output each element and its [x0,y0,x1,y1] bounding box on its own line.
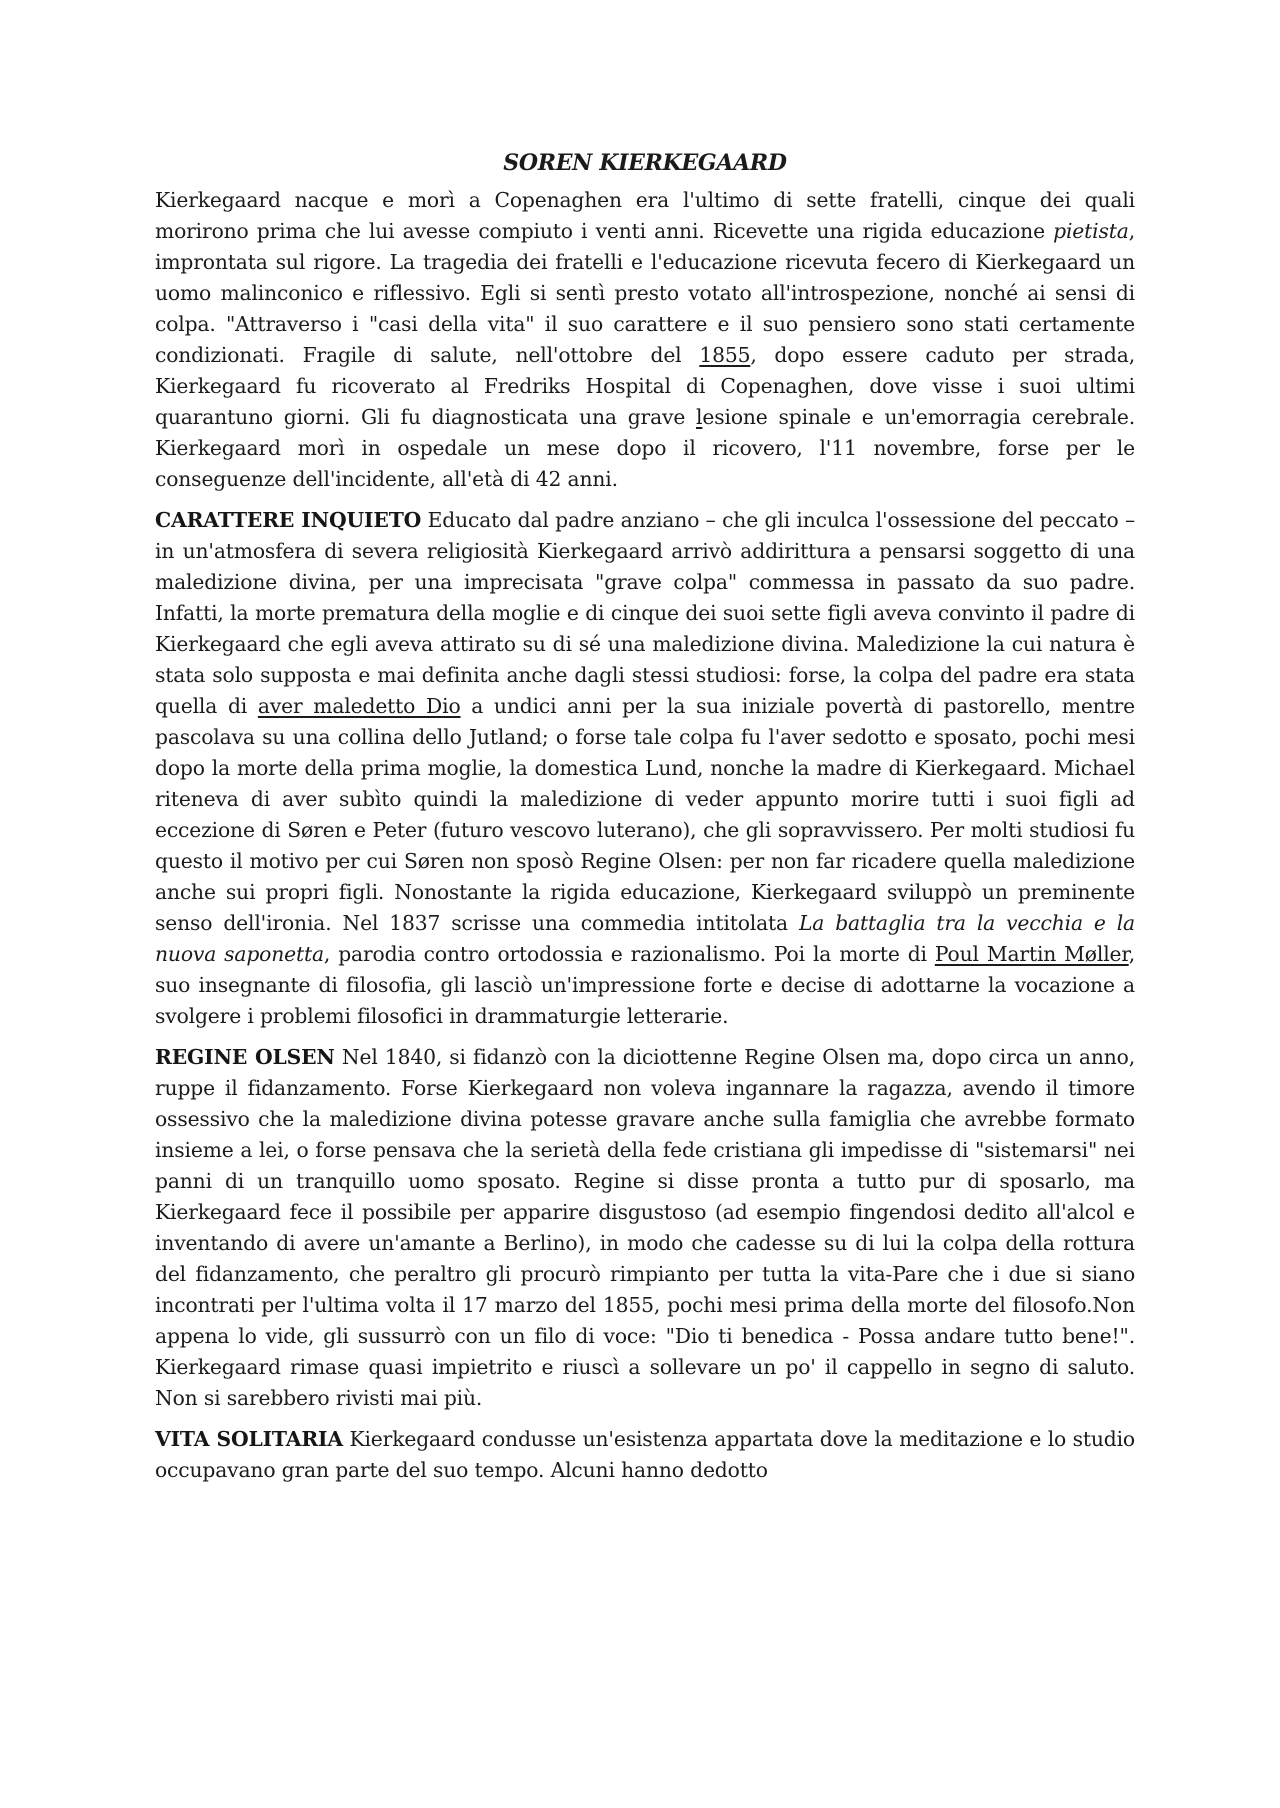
text-run: a undici anni per la sua iniziale povertà di pastorello, mentre pascolava su una collina dello Jutland; o forse tale colpa fu l'aver sedotto e sposato, pochi mesi dopo la morte della prima moglie, la domestica Lund, nonche la madre di Kierkegaard. Michael riteneva di aver subìto quindi la maledizione di veder appunto morire tutti i suoi figli ad eccezione di Søren e Peter (futuro vescovo luterano), che gli sopravvissero. Per molti studiosi fu questo il motivo per cui Søren non sposò Regine Olsen: per non far ricadere quella maledizione anche sui propri figli. Nonostante la rigida educazione, Kierkegaard sviluppò un preminente senso dell'ironia. Nel 1837 scrisse una commedia intitolata [155,694,1135,935]
text-run: , suo insegnante di filosofia, gli lasciò un'impressione forte e decise di adottarne la vocazione a svolgere i problemi filosofici in drammaturgie letterarie. [155,942,1135,1028]
link-1855[interactable]: 1855 [699,343,751,367]
text-run: , parodia contro ortodossia e razionalismo. Poi la morte di [323,942,935,966]
section-heading-carattere-inquieto: CARATTERE INQUIETO [155,508,422,532]
paragraph-carattere-inquieto [155,505,1135,1032]
document-title: SOREN KIERKEGAARD [503,150,787,176]
text-run: Nel 1840, si fidanzò con la diciottenne Regine Olsen ma, dopo circa un anno, ruppe il fidanzamento. Forse Kierkegaard non voleva ingannare la ragazza, avendo il timore ossessivo che la maledizione divina potesse gravare anche sulla famiglia che avrebbe formato insieme a lei, o forse pensava che la serietà della fede cristiana gli impedisse di "sistemarsi" nei panni di un tranquillo uomo sposato. Regine si disse pronta a tutto pur di sposarlo, ma Kierkegaard fece il possibile per apparire disgustoso (ad esempio fingendosi dedito all'alcol e inventando di avere un'amante a Berlino), in modo che cadesse su di lui la colpa della rottura del fidanzamento, che peraltro gli procurò rimpianto per tutta la vita-Pare che i due si siano incontrati per l'ultima volta il 17 marzo del 1855, pochi mesi prima della morte del filosofo.Non appena lo vide, gli sussurrò con un filo di voce: "Dio ti benedica - Possa andare tutto bene!". Kierkegaard rimase quasi impietrito e riuscì a sollevare un po' il cappello in segno di saluto. Non si sarebbero rivisti mai più. [155,1045,1135,1410]
text-run: , dopo essere caduto per strada, Kierkegaard fu ricoverato al Fredriks Hospital di Copenaghen, dove visse i suoi ultimi quarantuno giorni. Gli fu diagnosticata una grave [155,343,1136,429]
text-run: Educato dal padre anziano – che gli inculca l'ossessione del peccato – in un'atmosfera di severa religiosità Kierkegaard arrivò addirittura a pensarsi soggetto di una maledizione divina, per una imprecisata "grave colpa" commessa in passato da suo padre. Infatti, la morte prematura della moglie e di cinque dei suoi sette figli aveva convinto il padre di Kierkegaard che egli aveva attirato su di sé una maledizione divina. Maledizione la cui natura è stata solo supposta e mai definita anche dagli stessi studiosi: forse, la colpa del padre era stata quella di [155,508,1135,718]
paragraph-regine-olsen [155,1042,1135,1414]
italic-term-pietista: pietista [1053,219,1129,243]
link-aver-maledetto-dio[interactable]: aver maledetto Dio [257,694,461,718]
section-heading-vita-solitaria: VITA SOLITARIA [155,1427,343,1451]
text-run: Kierkegaard condusse un'esistenza appartata dove la meditazione e lo studio occupavano gran parte del suo tempo. Alcuni hanno dedotto [155,1427,1135,1482]
text-run: Kierkegaard nacque e morì a Copenaghen era l'ultimo di sette fratelli, cinque dei quali morirono prima che lui avesse compiuto i venti anni. Ricevette una rigida educazione [155,188,1135,243]
link-lesione[interactable]: l [696,405,703,429]
italic-work-title: La battaglia tra la vecchia e la nuova saponetta [155,911,1135,966]
section-heading-regine-olsen: REGINE OLSEN [155,1045,335,1069]
paragraph-biography [155,185,1135,495]
text-run: , improntata sul rigore. La tragedia dei fratelli e l'educazione ricevuta fecero di Kierkegaard un uomo malinconico e riflessivo. Egli si sentì presto votato all'introspezione, nonché ai sensi di colpa. "Attraverso i "casi della vita" il suo carattere e il suo pensiero sono stati certamente condizionati. Fragile di salute, nell'ottobre del [155,219,1135,367]
text-run: esione spinale e un'emorragia cerebrale. Kierkegaard morì in ospedale un mese dopo il ricovero, l'11 novembre, forse per le conseguenze dell'incidente, all'età di 42 anni. [155,405,1135,491]
paragraph-vita-solitaria [155,1424,1135,1486]
link-poul-martin-moller[interactable]: Poul Martin Møller [934,942,1129,966]
